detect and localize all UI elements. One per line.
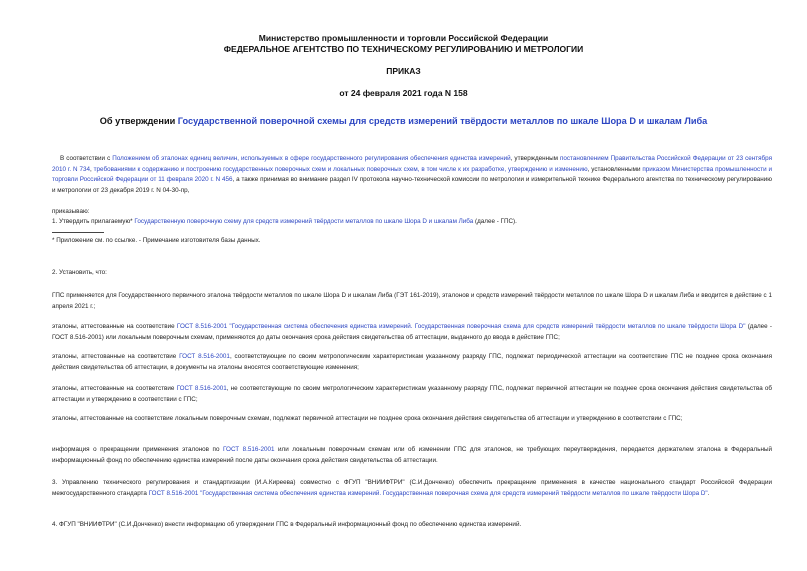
gps-link[interactable]: Государственную поверочную схему для средств измерений твёрдости металлов по шкале Шора D и шкалам Либа [134, 218, 474, 225]
paragraph-info: информация о прекращении применения эталонов по ГОСТ 8.516-2001 или локальным поверочным схемам или об изменении ГПС для эталонов, не требующих переутверждения, передается держателем эталона в Федеральный информационный фонд по обеспечению единства измерений после даты окончания срока действия свидетельства об аттестации. [52, 446, 772, 464]
gost-link-2[interactable]: ГОСТ 8.516-2001 [179, 353, 230, 360]
title-prefix: Об утверждении [99, 116, 178, 126]
item-1: 1. Утвердить прилагаемую* Государственную поверочную схему для средств измерений твёрдости металлов по шкале Шора D и шкалам Либа (далее - ГПС). [52, 218, 517, 225]
resolution-link[interactable]: постановлением Правительства Российской Федерации от 23 сентября 2010 г. N 734 [52, 155, 772, 173]
gost-link-3[interactable]: ГОСТ 8.516-2001 [176, 385, 227, 392]
gost-link-5[interactable]: ГОСТ 8.516-2001 "Государственная система обеспечения единства измерений. Государственная поверочная схема для средств измерений твёрдости металлов по шкале твёрдости Шора D" [148, 489, 708, 497]
paragraph-etalons-1: эталоны, аттестованные на соответствие ГОСТ 8.516-2001 "Государственная система обеспечения единства измерений. Государственная поверочная схема для средств измерений твёрдости металлов по шкале твёрдости Шора D" (далее - ГОСТ 8.516-2001) или локальным поверочным схемам, применяются до даты окончания срока действия свидетельства об аттестации, выданного до ввода в действие ГПС; [52, 323, 772, 341]
item-3: 3. Управлению технического регулирования и стандартизации (И.А.Киреева) совместно с ФГУП "ВНИИФТРИ" (С.И.Донченко) обеспечить прекращение применения в качестве национального стандарт Российской Федерации межгосударственного стандарта ГОСТ 8.516-2001 "Государственная система обеспечения единства измерений. Государственная поверочная схема для средств измерений твёрдости металлов по шкале твёрдости Шора D". [52, 479, 772, 497]
footnote-separator [52, 232, 104, 233]
agency-heading: ФЕДЕРАЛЬНОЕ АГЕНТСТВО ПО ТЕХНИЧЕСКОМУ РЕГУЛИРОВАНИЮ И МЕТРОЛОГИИ [223, 44, 584, 54]
paragraph-etalons-2: эталоны, аттестованные на соответствие ГОСТ 8.516-2001, соответствующие по своим метрологическим характеристикам указанному разряду ГПС, подлежат периодической аттестации на соответствие ГПС не позднее срока окончания действия свидетельства об аттестации, в документы на эталоны вносятся соответствующие изменения; [52, 353, 772, 371]
paragraph-gps: ГПС применяется для Государственного первичного эталона твёрдости металлов по шкале Шора D и шкалам Либа (ГЭТ 161-2019), эталонов и средств измерений твёрдости металлов по шкале Шора D и шкалам Либа и вводится в действие с 1 апреля 2021 г.; [52, 292, 772, 310]
preamble-paragraph: В соответствии с Положением об эталонах единиц величин, используемых в сфере государственного регулирования обеспечения единства измерений, утвержденным постановлением Правительства Российской Федерации от 23 сентября 2010 г. N 734, требованиями к содержанию и построению государственных поверочных схем и локальных поверочных схем, в том числе к их разработке, утверждению и изменению, установленными приказом Министерства промышленности и торговли Российской Федерации от 11 февраля 2020 г. N 456, а также принимая во внимание раздел IV протокола научно-технической комиссии по метрологии и измерительной технике Федерального агентства по техническому регулированию и метрологии от 23 декабря 2019 г. N 04-30-пр, [52, 155, 773, 194]
paragraph-etalons-3: эталоны, аттестованные на соответствие ГОСТ 8.516-2001, не соответствующие по своим метрологическим характеристикам указанному разряду ГПС, подлежат первичной аттестации не позднее срока окончания действия свидетельства об аттестации и утверждению в соответствии с ГПС; [52, 385, 772, 403]
doc-title [0, 116, 807, 126]
order-link[interactable]: приказом Министерства промышленности и торговли Российской Федерации от 11 февраля 2020 г. N 456 [52, 165, 773, 184]
doc-date-number: от 24 февраля 2021 года N 158 [339, 88, 468, 98]
requirements-link[interactable]: требованиями к содержанию и построению государственных поверочных схем и локальных поверочных схем, в том числе к их разработке, утверждению и изменению [93, 165, 588, 173]
ministry-heading: Министерство промышленности и торговли Российской Федерации [258, 33, 549, 43]
paragraph-etalons-4: эталоны, аттестованные на соответствие локальным поверочным схемам, подлежат первичной аттестации не позднее срока окончания действия свидетельства об аттестации и утверждению в соответствии с ГПС; [52, 415, 683, 422]
title-link[interactable]: Государственной поверочной схемы для средств измерений твёрдости металлов по шкале Шора D и шкалам Либа [177, 116, 708, 126]
order-word: приказываю: [52, 208, 90, 215]
footnote: * Приложение см. по ссылке. - Примечание изготовителя базы данных. [52, 237, 261, 244]
regulation-link[interactable]: Положением об эталонах единиц величин, используемых в сфере государственного регулирования обеспечения единства измерений [112, 155, 511, 162]
item-2: 2. Установить, что: [52, 269, 107, 276]
doc-type: ПРИКАЗ [386, 66, 421, 76]
gost-link-1[interactable]: ГОСТ 8.516-2001 "Государственная система обеспечения единства измерений. Государственная поверочная схема для средств измерений твёрдости металлов по шкале твёрдости Шора D" [176, 323, 746, 330]
gost-link-4[interactable]: ГОСТ 8.516-2001 [222, 446, 275, 453]
item-4: 4. ФГУП "ВНИИФТРИ" (С.И.Донченко) внести информацию об утверждении ГПС в Федеральный информационный фонд по обеспечению единства измерений. [52, 521, 522, 528]
